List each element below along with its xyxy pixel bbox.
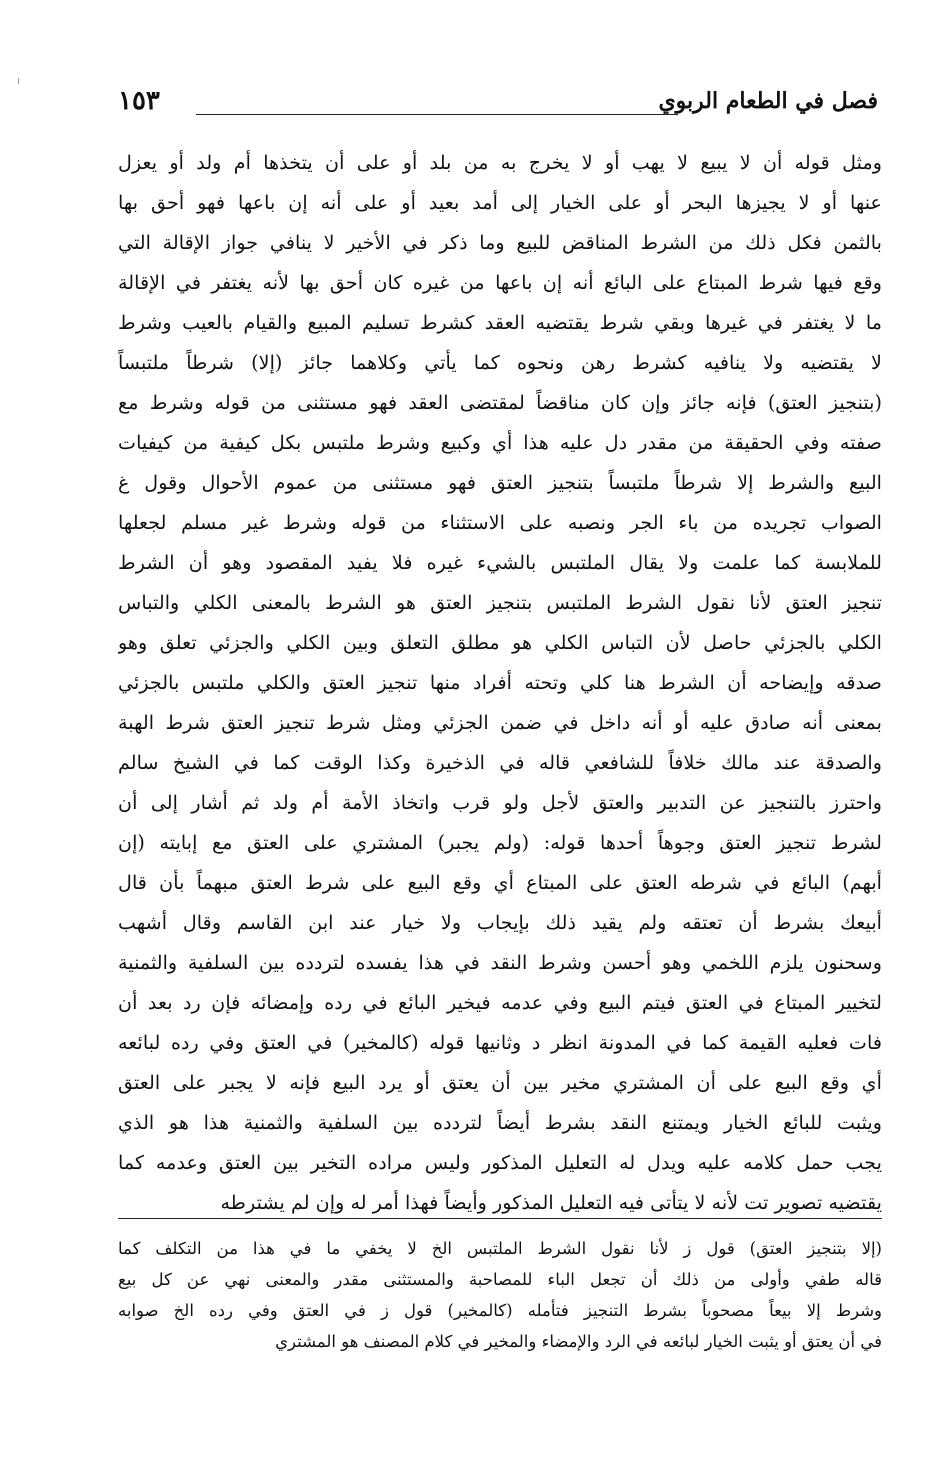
footnote-line: في أن يعتق أو يثبت الخيار لبائعه في الرد والإمضاء والمخير في كلام المصنف هو المشتري: [275, 1332, 882, 1351]
text-line: أي وقع البيع على أن المشتري مخير بين أن يعتق أو يرد البيع فإنه لا يجبر على العتق: [118, 1071, 882, 1094]
running-header: [118, 88, 878, 128]
text-line: الكلي بالجزئي حاصل لأن التباس الكلي هو مطلق التعلق وبين الكلي والجزئي تعلق وهو: [118, 631, 882, 654]
text-line: واحترز بالتنجيز عن التدبير والعتق لأجل ولو قرب واتخاذ الأمة أم ولد ثم أشار إلى أن: [118, 791, 882, 814]
text-line: لشرط تنجيز العتق وجوهاً أحدها قوله: (ولم يجبر) المشتري على العتق مع إبايته (إن: [118, 831, 882, 854]
text-line: (بتنجيز العتق) فإنه جائز وإن كان مناقضاً لمقتضى العقد فهو مستثنى من قوله وشرط مع: [118, 391, 882, 414]
text-line: والصدقة عند مالك خلافاً للشافعي قاله في الذخيرة وكذا الوقت كما في الشيخ سالم: [118, 751, 882, 774]
text-line: لا يقتضيه ولا ينافيه كشرط رهن ونحوه كما يأتي وكلاهما جائز (إلا) شرطاً ملتبساً: [118, 351, 882, 374]
text-line: تنجيز العتق لأنا نقول الشرط الملتبس بتنجيز العتق هو الشرط بالمعنى الكلي والتباس: [118, 591, 882, 614]
footnote-line: (إلا بتنجيز العتق) قول ز لأنا نقول الشرط الملتبس الخ لا يخفي ما في هذا من التكلف كما: [118, 1239, 882, 1258]
footnote-line: وشرط إلا بيعاً مصحوباً بشرط التنجيز فتأمله (كالمخير) قول ز في العتق وفي رده الخ صوابه: [118, 1301, 882, 1320]
text-line: عنها أو لا يجيزها البحر أو على الخيار إلى أمد بعيد أو على أنه إن باعها فهو أحق بها: [118, 191, 882, 214]
margin-mark: [18, 78, 19, 84]
text-line: أبهم) البائع في شرطه العتق على المبتاع أي وقع البيع على شرط العتق مبهماً بأن قال: [118, 871, 882, 894]
text-line: وسحنون يلزم اللخمي وهو أحسن وشرط النقد في هذا يفسده لتردده بين السلفية والثمنية: [118, 951, 882, 974]
chapter-title: فصل في الطعام الربوي: [658, 88, 878, 114]
main-text: [118, 143, 882, 1223]
text-line: صدقه وإيضاحه أن الشرط هنا كلي وتحته أفراد منها تنجيز العتق والكلي ملتبس بالجزئي: [118, 671, 882, 694]
text-line: للملابسة كما علمت ولا يقال الملتبس بالشيء غيره فلا يفيد المقصود وهو أن الشرط: [118, 551, 882, 574]
text-line: ومثل قوله أن لا يبيع لا يهب أو لا يخرج به من بلد أو على أن يتخذها أم ولد أو يعزل: [118, 151, 882, 174]
text-line: يقتضيه تصوير تت لأنه لا يتأتى فيه التعليل المذكور وأيضاً فهذا أمر له وإن لم يشترطه: [220, 1191, 882, 1214]
text-line: يجب حمل كلامه عليه ويدل له التعليل المذكور وليس مراده التخير بين العتق وعدمه كما: [118, 1151, 882, 1174]
text-line: لتخيير المبتاع في العتق فيتم البيع وفي عدمه فيخير البائع في رده وإمضائه فإن رد بعد أن: [118, 991, 882, 1014]
footnotes: [118, 1233, 882, 1357]
text-line: البيع والشرط إلا شرطاً ملتبساً بتنجيز العتق فهو مستثنى من عموم الأحوال وقول غ: [118, 471, 882, 494]
text-line: فات فعليه القيمة كما في المدونة انظر د وثانيها قوله (كالمخير) في العتق وفي رده لبائعه: [118, 1031, 882, 1054]
header-rule: [196, 114, 678, 115]
text-line: بمعنى أنه صادق عليه أو أنه داخل في ضمن الجزئي ومثل شرط تنجيز العتق شرط الهبة: [118, 711, 882, 734]
page-number: ١٥٣: [118, 86, 160, 116]
text-line: الصواب تجريده من باء الجر ونصبه على الاستثناء من قوله وشرط غير مسلم لجعلها: [118, 511, 882, 534]
text-line: وقع فيها شرط المبتاع على البائع أنه إن باعها من غيره كان أحق بها لأنه يغتفر في الإقالة: [118, 271, 882, 294]
footnote-line: قاله طفي وأولى من ذلك أن تجعل الباء للمصاحبة والمستثنى مقدر والمعنى نهي عن كل بيع: [118, 1270, 882, 1289]
text-line: ما لا يغتفر في غيرها وبقي شرط يقتضيه العقد كشرط تسليم المبيع والقيام بالعيب وشرط: [118, 311, 882, 334]
footnote-separator: [118, 1218, 882, 1219]
text-line: ويثبت للبائع الخيار ويمتنع النقد بشرط أيضاً لتردده بين السلفية والثمنية هذا هو الذي: [118, 1111, 882, 1134]
text-line: بالثمن فكل ذلك من الشرط المناقض للبيع وما ذكر في الأخير لا ينافي جواز الإقالة التي: [118, 231, 882, 254]
text-line: صفته وفي الحقيقة من مقدر دل عليه هذا أي وكبيع وشرط ملتبس بكل كيفية من كيفيات: [118, 431, 882, 454]
text-line: أبيعك بشرط أن تعتقه ولم يقيد ذلك بإيجاب ولا خيار عند ابن القاسم وقال أشهب: [118, 911, 882, 934]
